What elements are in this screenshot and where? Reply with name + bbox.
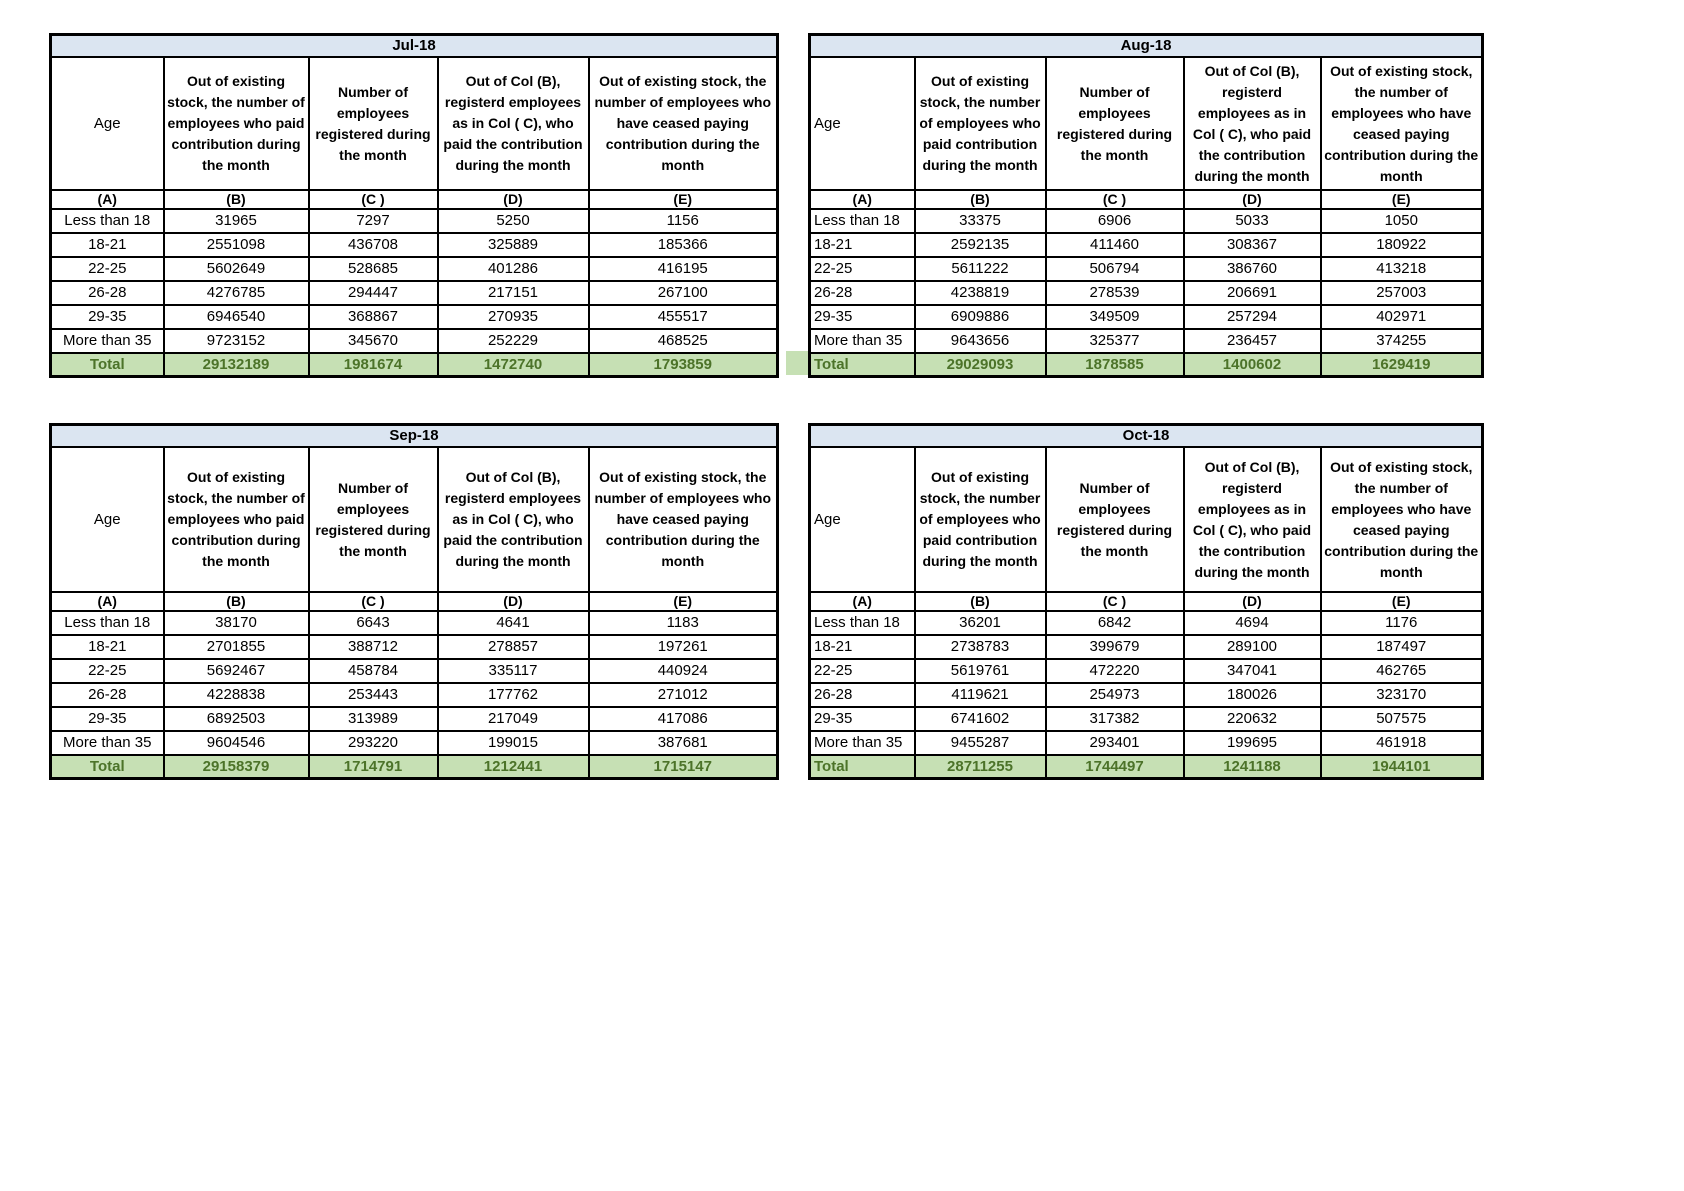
age-data-row bbox=[810, 305, 1483, 329]
value-cell-b: 2551098 bbox=[164, 233, 309, 257]
value-cell-c: 6643 bbox=[309, 611, 438, 635]
value-cell-c: 7297 bbox=[309, 209, 438, 233]
age-data-row bbox=[51, 305, 778, 329]
col-letter-e: (E) bbox=[1321, 190, 1483, 209]
value-cell-c: 253443 bbox=[309, 683, 438, 707]
value-cell-c: 349509 bbox=[1046, 305, 1184, 329]
value-cell-e: 1183 bbox=[589, 611, 778, 635]
col-letter-b: (B) bbox=[915, 592, 1046, 611]
age-cell: Less than 18 bbox=[51, 209, 164, 233]
value-cell-c: 294447 bbox=[309, 281, 438, 305]
value-cell-c: 254973 bbox=[1046, 683, 1184, 707]
age-column-header: Age bbox=[810, 57, 915, 190]
value-cell-b: 6741602 bbox=[915, 707, 1046, 731]
value-cell-c: 317382 bbox=[1046, 707, 1184, 731]
total-row bbox=[810, 353, 1483, 377]
col-b-header: Out of existing stock, the number of employees who paid contribution during the month bbox=[164, 57, 309, 190]
col-c-header: Number of employees registered during the month bbox=[309, 447, 438, 592]
value-cell-e: 468525 bbox=[589, 329, 778, 353]
value-cell-e: 1050 bbox=[1321, 209, 1483, 233]
table-aug-18 bbox=[808, 33, 1484, 378]
value-cell-d: 4641 bbox=[438, 611, 589, 635]
age-data-row bbox=[810, 683, 1483, 707]
age-cell: 18-21 bbox=[51, 635, 164, 659]
age-data-row bbox=[810, 635, 1483, 659]
col-d-header: Out of Col (B), registerd employees as in Col ( C), who paid the contribution during the month bbox=[1184, 57, 1321, 190]
total-c: 1714791 bbox=[309, 755, 438, 779]
age-cell: 22-25 bbox=[51, 257, 164, 281]
age-data-row bbox=[51, 209, 778, 233]
age-data-row bbox=[51, 611, 778, 635]
age-column-header: Age bbox=[51, 57, 164, 190]
value-cell-b: 4238819 bbox=[915, 281, 1046, 305]
age-data-row bbox=[810, 659, 1483, 683]
value-cell-d: 206691 bbox=[1184, 281, 1321, 305]
value-cell-d: 401286 bbox=[438, 257, 589, 281]
age-data-row bbox=[810, 233, 1483, 257]
value-cell-c: 458784 bbox=[309, 659, 438, 683]
age-cell: 18-21 bbox=[51, 233, 164, 257]
column-header-row bbox=[51, 57, 778, 190]
col-e-header: Out of existing stock, the number of employees who have ceased paying contribution during the month bbox=[1321, 57, 1483, 190]
value-cell-e: 180922 bbox=[1321, 233, 1483, 257]
value-cell-d: 252229 bbox=[438, 329, 589, 353]
total-label: Total bbox=[810, 353, 915, 377]
value-cell-e: 417086 bbox=[589, 707, 778, 731]
age-cell: 29-35 bbox=[51, 305, 164, 329]
col-d-header: Out of Col (B), registerd employees as in Col ( C), who paid the contribution during the month bbox=[438, 447, 589, 592]
value-cell-b: 5611222 bbox=[915, 257, 1046, 281]
total-b: 28711255 bbox=[915, 755, 1046, 779]
value-cell-b: 6909886 bbox=[915, 305, 1046, 329]
total-label: Total bbox=[51, 353, 164, 377]
value-cell-d: 308367 bbox=[1184, 233, 1321, 257]
value-cell-c: 278539 bbox=[1046, 281, 1184, 305]
column-letter-row bbox=[51, 592, 778, 611]
age-data-row bbox=[810, 281, 1483, 305]
value-cell-b: 4119621 bbox=[915, 683, 1046, 707]
age-cell: More than 35 bbox=[810, 731, 915, 755]
value-cell-d: 5250 bbox=[438, 209, 589, 233]
col-letter-a: (A) bbox=[51, 592, 164, 611]
value-cell-b: 9643656 bbox=[915, 329, 1046, 353]
age-data-row bbox=[51, 707, 778, 731]
value-cell-b: 9723152 bbox=[164, 329, 309, 353]
month-label: Sep-18 bbox=[51, 425, 778, 448]
age-data-row bbox=[51, 683, 778, 707]
value-cell-d: 236457 bbox=[1184, 329, 1321, 353]
age-data-row bbox=[51, 233, 778, 257]
value-cell-e: 185366 bbox=[589, 233, 778, 257]
value-cell-b: 6946540 bbox=[164, 305, 309, 329]
total-d: 1400602 bbox=[1184, 353, 1321, 377]
col-letter-a: (A) bbox=[810, 190, 915, 209]
value-cell-b: 6892503 bbox=[164, 707, 309, 731]
value-cell-d: 386760 bbox=[1184, 257, 1321, 281]
value-cell-e: 187497 bbox=[1321, 635, 1483, 659]
col-letter-c: (C ) bbox=[309, 592, 438, 611]
value-cell-d: 347041 bbox=[1184, 659, 1321, 683]
col-b-header: Out of existing stock, the number of employees who paid contribution during the month bbox=[164, 447, 309, 592]
value-cell-c: 399679 bbox=[1046, 635, 1184, 659]
total-c: 1878585 bbox=[1046, 353, 1184, 377]
value-cell-b: 33375 bbox=[915, 209, 1046, 233]
value-cell-b: 2592135 bbox=[915, 233, 1046, 257]
age-data-row bbox=[810, 257, 1483, 281]
age-data-row bbox=[810, 209, 1483, 233]
value-cell-d: 5033 bbox=[1184, 209, 1321, 233]
col-d-header: Out of Col (B), registerd employees as in Col ( C), who paid the contribution during the month bbox=[1184, 447, 1321, 592]
age-cell: 18-21 bbox=[810, 233, 915, 257]
col-b-header: Out of existing stock, the number of employees who paid contribution during the month bbox=[915, 447, 1046, 592]
age-cell: 22-25 bbox=[810, 257, 915, 281]
total-e: 1629419 bbox=[1321, 353, 1483, 377]
col-letter-b: (B) bbox=[164, 190, 309, 209]
total-row bbox=[810, 755, 1483, 779]
value-cell-b: 9455287 bbox=[915, 731, 1046, 755]
value-cell-d: 180026 bbox=[1184, 683, 1321, 707]
value-cell-c: 293401 bbox=[1046, 731, 1184, 755]
total-b: 29132189 bbox=[164, 353, 309, 377]
age-cell: More than 35 bbox=[51, 731, 164, 755]
value-cell-c: 411460 bbox=[1046, 233, 1184, 257]
value-cell-d: 217151 bbox=[438, 281, 589, 305]
age-cell: 26-28 bbox=[51, 683, 164, 707]
age-cell: 26-28 bbox=[810, 281, 915, 305]
age-cell: 29-35 bbox=[810, 707, 915, 731]
col-letter-b: (B) bbox=[915, 190, 1046, 209]
value-cell-e: 267100 bbox=[589, 281, 778, 305]
age-cell: 29-35 bbox=[810, 305, 915, 329]
value-cell-c: 325377 bbox=[1046, 329, 1184, 353]
value-cell-d: 177762 bbox=[438, 683, 589, 707]
col-e-header: Out of existing stock, the number of employees who have ceased paying contribution during the month bbox=[589, 57, 778, 190]
col-letter-a: (A) bbox=[810, 592, 915, 611]
value-cell-e: 462765 bbox=[1321, 659, 1483, 683]
col-letter-a: (A) bbox=[51, 190, 164, 209]
col-letter-c: (C ) bbox=[1046, 592, 1184, 611]
value-cell-c: 528685 bbox=[309, 257, 438, 281]
col-e-header: Out of existing stock, the number of employees who have ceased paying contribution during the month bbox=[1321, 447, 1483, 592]
value-cell-b: 5692467 bbox=[164, 659, 309, 683]
value-cell-d: 270935 bbox=[438, 305, 589, 329]
value-cell-b: 2701855 bbox=[164, 635, 309, 659]
value-cell-e: 197261 bbox=[589, 635, 778, 659]
value-cell-d: 4694 bbox=[1184, 611, 1321, 635]
table-sep-18 bbox=[49, 423, 779, 780]
value-cell-d: 335117 bbox=[438, 659, 589, 683]
total-b: 29029093 bbox=[915, 353, 1046, 377]
value-cell-d: 289100 bbox=[1184, 635, 1321, 659]
age-data-row bbox=[810, 329, 1483, 353]
age-cell: 22-25 bbox=[810, 659, 915, 683]
age-column-header: Age bbox=[810, 447, 915, 592]
value-cell-e: 413218 bbox=[1321, 257, 1483, 281]
age-data-row bbox=[51, 659, 778, 683]
value-cell-b: 4228838 bbox=[164, 683, 309, 707]
value-cell-b: 4276785 bbox=[164, 281, 309, 305]
value-cell-c: 388712 bbox=[309, 635, 438, 659]
value-cell-e: 507575 bbox=[1321, 707, 1483, 731]
total-label: Total bbox=[51, 755, 164, 779]
value-cell-c: 506794 bbox=[1046, 257, 1184, 281]
age-cell: Less than 18 bbox=[810, 611, 915, 635]
age-cell: 22-25 bbox=[51, 659, 164, 683]
table-oct-18 bbox=[808, 423, 1484, 780]
value-cell-d: 278857 bbox=[438, 635, 589, 659]
col-letter-d: (D) bbox=[438, 190, 589, 209]
value-cell-d: 257294 bbox=[1184, 305, 1321, 329]
age-cell: 26-28 bbox=[51, 281, 164, 305]
value-cell-e: 257003 bbox=[1321, 281, 1483, 305]
value-cell-e: 402971 bbox=[1321, 305, 1483, 329]
column-header-row bbox=[51, 447, 778, 592]
value-cell-e: 271012 bbox=[589, 683, 778, 707]
col-letter-e: (E) bbox=[1321, 592, 1483, 611]
age-cell: Less than 18 bbox=[810, 209, 915, 233]
column-header-row bbox=[810, 57, 1483, 190]
age-cell: 26-28 bbox=[810, 683, 915, 707]
value-cell-c: 313989 bbox=[309, 707, 438, 731]
total-d: 1212441 bbox=[438, 755, 589, 779]
value-cell-b: 5602649 bbox=[164, 257, 309, 281]
col-e-header: Out of existing stock, the number of employees who have ceased paying contribution during the month bbox=[589, 447, 778, 592]
value-cell-e: 416195 bbox=[589, 257, 778, 281]
col-c-header: Number of employees registered during the month bbox=[1046, 57, 1184, 190]
col-d-header: Out of Col (B), registerd employees as in Col ( C), who paid the contribution during the month bbox=[438, 57, 589, 190]
value-cell-e: 440924 bbox=[589, 659, 778, 683]
value-cell-c: 436708 bbox=[309, 233, 438, 257]
value-cell-d: 325889 bbox=[438, 233, 589, 257]
age-data-row bbox=[51, 329, 778, 353]
total-row bbox=[51, 755, 778, 779]
col-letter-e: (E) bbox=[589, 190, 778, 209]
value-cell-b: 36201 bbox=[915, 611, 1046, 635]
age-column-header: Age bbox=[51, 447, 164, 592]
age-cell: 18-21 bbox=[810, 635, 915, 659]
month-label: Aug-18 bbox=[810, 35, 1483, 58]
age-data-row bbox=[51, 731, 778, 755]
month-header-row bbox=[810, 35, 1483, 58]
month-header-row bbox=[51, 425, 778, 448]
total-row bbox=[51, 353, 778, 377]
col-letter-e: (E) bbox=[589, 592, 778, 611]
total-c: 1744497 bbox=[1046, 755, 1184, 779]
month-label: Jul-18 bbox=[51, 35, 778, 58]
col-letter-d: (D) bbox=[438, 592, 589, 611]
total-d: 1241188 bbox=[1184, 755, 1321, 779]
value-cell-b: 38170 bbox=[164, 611, 309, 635]
month-header-row bbox=[51, 35, 778, 58]
value-cell-e: 455517 bbox=[589, 305, 778, 329]
total-e: 1715147 bbox=[589, 755, 778, 779]
value-cell-e: 461918 bbox=[1321, 731, 1483, 755]
col-letter-c: (C ) bbox=[309, 190, 438, 209]
age-data-row bbox=[51, 635, 778, 659]
month-header-row bbox=[810, 425, 1483, 448]
total-label: Total bbox=[810, 755, 915, 779]
age-data-row bbox=[810, 731, 1483, 755]
value-cell-c: 345670 bbox=[309, 329, 438, 353]
value-cell-c: 368867 bbox=[309, 305, 438, 329]
col-b-header: Out of existing stock, the number of employees who paid contribution during the month bbox=[915, 57, 1046, 190]
value-cell-d: 220632 bbox=[1184, 707, 1321, 731]
value-cell-b: 2738783 bbox=[915, 635, 1046, 659]
value-cell-c: 472220 bbox=[1046, 659, 1184, 683]
value-cell-c: 6906 bbox=[1046, 209, 1184, 233]
age-cell: Less than 18 bbox=[51, 611, 164, 635]
column-header-row bbox=[810, 447, 1483, 592]
value-cell-b: 5619761 bbox=[915, 659, 1046, 683]
value-cell-b: 9604546 bbox=[164, 731, 309, 755]
value-cell-e: 1156 bbox=[589, 209, 778, 233]
value-cell-e: 387681 bbox=[589, 731, 778, 755]
total-row-gap-fill bbox=[786, 351, 808, 375]
total-b: 29158379 bbox=[164, 755, 309, 779]
age-data-row bbox=[810, 707, 1483, 731]
age-cell: More than 35 bbox=[810, 329, 915, 353]
total-c: 1981674 bbox=[309, 353, 438, 377]
total-e: 1944101 bbox=[1321, 755, 1483, 779]
value-cell-c: 293220 bbox=[309, 731, 438, 755]
column-letter-row bbox=[51, 190, 778, 209]
value-cell-d: 217049 bbox=[438, 707, 589, 731]
value-cell-e: 374255 bbox=[1321, 329, 1483, 353]
col-letter-c: (C ) bbox=[1046, 190, 1184, 209]
value-cell-d: 199015 bbox=[438, 731, 589, 755]
value-cell-d: 199695 bbox=[1184, 731, 1321, 755]
table-jul-18 bbox=[49, 33, 779, 378]
value-cell-e: 1176 bbox=[1321, 611, 1483, 635]
total-e: 1793859 bbox=[589, 353, 778, 377]
column-letter-row bbox=[810, 592, 1483, 611]
col-letter-d: (D) bbox=[1184, 592, 1321, 611]
value-cell-c: 6842 bbox=[1046, 611, 1184, 635]
age-data-row bbox=[51, 257, 778, 281]
col-letter-b: (B) bbox=[164, 592, 309, 611]
age-cell: More than 35 bbox=[51, 329, 164, 353]
month-label: Oct-18 bbox=[810, 425, 1483, 448]
column-letter-row bbox=[810, 190, 1483, 209]
age-cell: 29-35 bbox=[51, 707, 164, 731]
value-cell-e: 323170 bbox=[1321, 683, 1483, 707]
total-d: 1472740 bbox=[438, 353, 589, 377]
age-data-row bbox=[51, 281, 778, 305]
col-c-header: Number of employees registered during the month bbox=[309, 57, 438, 190]
age-data-row bbox=[810, 611, 1483, 635]
col-letter-d: (D) bbox=[1184, 190, 1321, 209]
value-cell-b: 31965 bbox=[164, 209, 309, 233]
col-c-header: Number of employees registered during the month bbox=[1046, 447, 1184, 592]
